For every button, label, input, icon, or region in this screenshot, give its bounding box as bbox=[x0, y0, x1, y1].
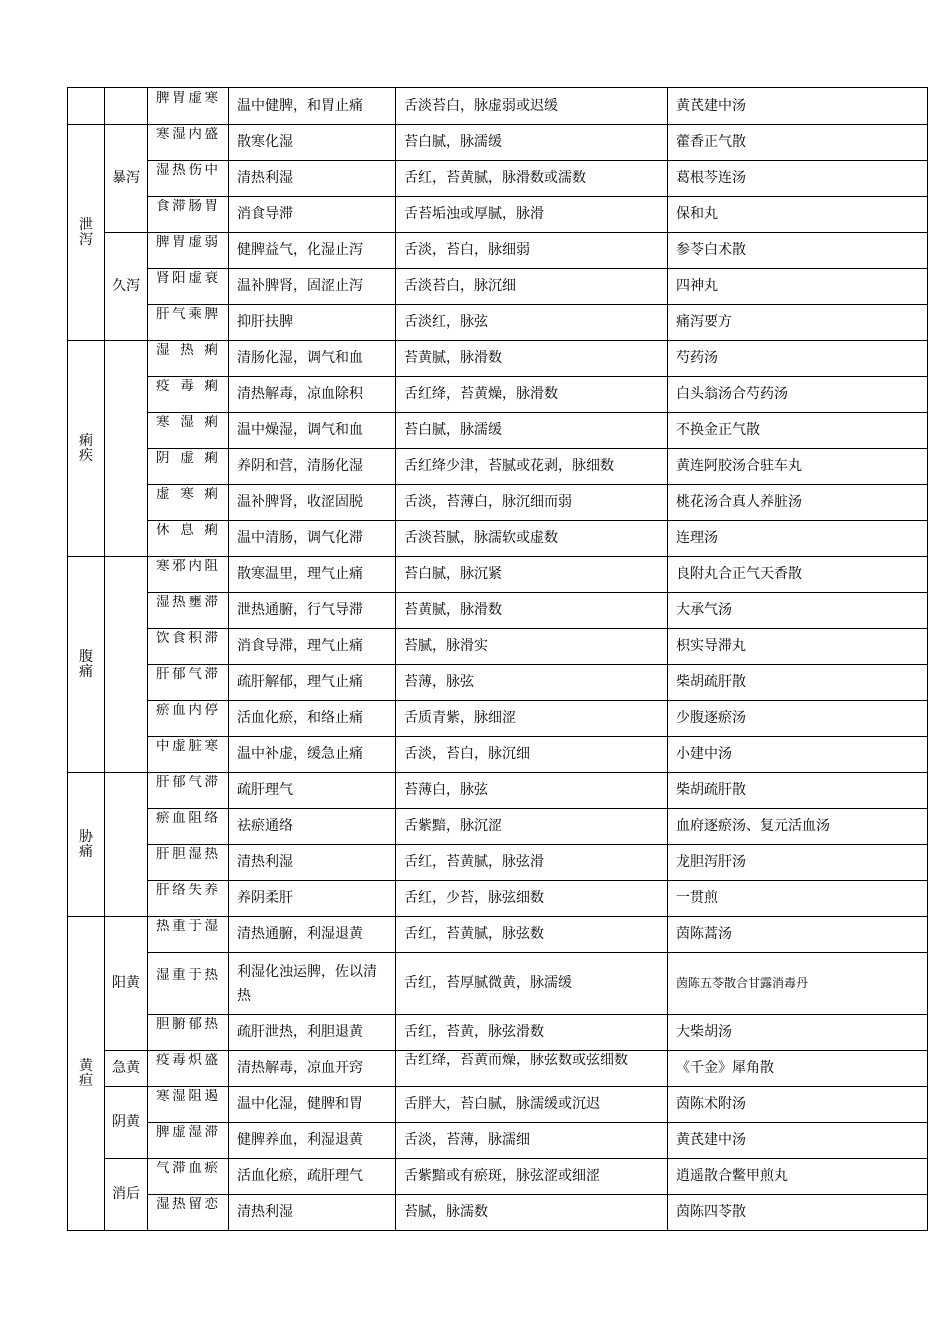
tongue-pulse-cell: 舌紫黯或有瘀斑，脉弦涩或细涩 bbox=[396, 1159, 668, 1195]
tongue-pulse-cell: 舌淡苔白，脉虚弱或迟缓 bbox=[396, 88, 668, 125]
syndrome-cell: 气滞血瘀 bbox=[148, 1159, 229, 1195]
formula-cell: 茵陈术附汤 bbox=[668, 1087, 928, 1123]
syndrome-cell: 脾胃虚寒 bbox=[148, 88, 229, 125]
formula-cell: 《千金》犀角散 bbox=[668, 1051, 928, 1087]
disease-cell bbox=[68, 88, 105, 125]
treatment-cell: 清热解毒，凉血除积 bbox=[229, 377, 396, 413]
tongue-pulse-cell: 舌红，苔黄腻，脉滑数或濡数 bbox=[396, 161, 668, 197]
treatment-cell: 祛瘀通络 bbox=[229, 809, 396, 845]
table-row bbox=[68, 197, 928, 233]
formula-cell: 柴胡疏肝散 bbox=[668, 665, 928, 701]
subtype-cell bbox=[105, 773, 148, 917]
tongue-pulse-cell: 苔白腻，脉沉紧 bbox=[396, 557, 668, 593]
formula-cell: 大柴胡汤 bbox=[668, 1015, 928, 1051]
disease-cell: 腹痛 bbox=[68, 557, 105, 773]
table-row bbox=[68, 557, 928, 593]
table-row bbox=[68, 917, 928, 953]
tongue-pulse-cell: 舌淡苔白，脉沉细 bbox=[396, 269, 668, 305]
tongue-pulse-cell: 苔腻，脉滑实 bbox=[396, 629, 668, 665]
treatment-cell: 养阴和营，清肠化湿 bbox=[229, 449, 396, 485]
syndrome-cell: 饮食积滞 bbox=[148, 629, 229, 665]
table-row bbox=[68, 1123, 928, 1159]
treatment-cell: 利湿化浊运脾，佐以清热 bbox=[229, 953, 396, 1015]
table-row bbox=[68, 449, 928, 485]
syndrome-cell: 食滞肠胃 bbox=[148, 197, 229, 233]
formula-cell: 茵陈蒿汤 bbox=[668, 917, 928, 953]
syndrome-cell: 寒邪内阻 bbox=[148, 557, 229, 593]
treatment-cell: 清热利湿 bbox=[229, 845, 396, 881]
formula-cell: 参苓白术散 bbox=[668, 233, 928, 269]
syndrome-cell: 肝气乘脾 bbox=[148, 305, 229, 341]
formula-cell: 痛泻要方 bbox=[668, 305, 928, 341]
table-row bbox=[68, 881, 928, 917]
subtype-cell bbox=[105, 88, 148, 125]
table-row bbox=[68, 1087, 928, 1123]
tongue-pulse-cell: 舌淡，苔薄，脉濡细 bbox=[396, 1123, 668, 1159]
treatment-cell: 抑肝扶脾 bbox=[229, 305, 396, 341]
formula-cell: 一贯煎 bbox=[668, 881, 928, 917]
table-row bbox=[68, 305, 928, 341]
table-row bbox=[68, 125, 928, 161]
table-row bbox=[68, 1015, 928, 1051]
subtype-cell: 阳黄 bbox=[105, 917, 148, 1051]
tongue-pulse-cell: 舌红绛少津，苔腻或花剥，脉细数 bbox=[396, 449, 668, 485]
subtype-cell: 急黄 bbox=[105, 1051, 148, 1087]
formula-cell: 保和丸 bbox=[668, 197, 928, 233]
tongue-pulse-cell: 苔白腻，脉濡缓 bbox=[396, 125, 668, 161]
syndrome-cell: 寒湿内盛 bbox=[148, 125, 229, 161]
formula-cell: 血府逐瘀汤、复元活血汤 bbox=[668, 809, 928, 845]
formula-cell: 葛根芩连汤 bbox=[668, 161, 928, 197]
subtype-cell: 阴黄 bbox=[105, 1087, 148, 1159]
treatment-cell: 清肠化湿，调气和血 bbox=[229, 341, 396, 377]
tongue-pulse-cell: 舌淡，苔白，脉沉细 bbox=[396, 737, 668, 773]
syndrome-cell: 脾虚湿滞 bbox=[148, 1123, 229, 1159]
table-row bbox=[68, 377, 928, 413]
table-row bbox=[68, 629, 928, 665]
treatment-cell: 健脾益气，化湿止泻 bbox=[229, 233, 396, 269]
formula-cell: 白头翁汤合芍药汤 bbox=[668, 377, 928, 413]
tongue-pulse-cell: 苔腻，脉濡数 bbox=[396, 1195, 668, 1231]
syndrome-cell: 湿热壅滞 bbox=[148, 593, 229, 629]
table-row bbox=[68, 665, 928, 701]
syndrome-cell: 肝胆湿热 bbox=[148, 845, 229, 881]
tongue-pulse-cell: 舌胖大，苔白腻，脉濡缓或沉迟 bbox=[396, 1087, 668, 1123]
tongue-pulse-cell: 舌红，少苔，脉弦细数 bbox=[396, 881, 668, 917]
subtype-cell bbox=[105, 557, 148, 773]
treatment-cell: 养阴柔肝 bbox=[229, 881, 396, 917]
formula-cell: 少腹逐瘀汤 bbox=[668, 701, 928, 737]
subtype-cell: 久泻 bbox=[105, 233, 148, 341]
syndrome-cell: 肾阳虚衰 bbox=[148, 269, 229, 305]
syndrome-cell: 寒湿痢 bbox=[148, 413, 229, 449]
formula-cell: 不换金正气散 bbox=[668, 413, 928, 449]
formula-cell: 小建中汤 bbox=[668, 737, 928, 773]
tongue-pulse-cell: 苔薄，脉弦 bbox=[396, 665, 668, 701]
treatment-cell: 活血化瘀，和络止痛 bbox=[229, 701, 396, 737]
table-row bbox=[68, 341, 928, 377]
formula-cell: 枳实导滞丸 bbox=[668, 629, 928, 665]
syndrome-cell: 阴虚痢 bbox=[148, 449, 229, 485]
treatment-cell: 疏肝泄热，利胆退黄 bbox=[229, 1015, 396, 1051]
table-row bbox=[68, 413, 928, 449]
treatment-cell: 疏肝解郁，理气止痛 bbox=[229, 665, 396, 701]
formula-cell: 良附丸合正气天香散 bbox=[668, 557, 928, 593]
disease-cell: 泄泻 bbox=[68, 125, 105, 341]
tongue-pulse-cell: 舌红，苔黄，脉弦滑数 bbox=[396, 1015, 668, 1051]
disease-cell: 胁痛 bbox=[68, 773, 105, 917]
table-row bbox=[68, 485, 928, 521]
syndrome-cell: 脾胃虚弱 bbox=[148, 233, 229, 269]
tongue-pulse-cell: 舌淡，苔薄白，脉沉细而弱 bbox=[396, 485, 668, 521]
syndrome-cell: 肝郁气滞 bbox=[148, 665, 229, 701]
tongue-pulse-cell: 舌苔垢浊或厚腻，脉滑 bbox=[396, 197, 668, 233]
treatment-cell: 温中健脾，和胃止痛 bbox=[229, 88, 396, 125]
formula-cell: 黄芪建中汤 bbox=[668, 1123, 928, 1159]
formula-cell: 连理汤 bbox=[668, 521, 928, 557]
table-row bbox=[68, 737, 928, 773]
table-row bbox=[68, 809, 928, 845]
table-row bbox=[68, 1159, 928, 1195]
treatment-cell: 温补脾肾，收涩固脱 bbox=[229, 485, 396, 521]
syndrome-cell: 肝郁气滞 bbox=[148, 773, 229, 809]
tongue-pulse-cell: 舌淡，苔白，脉细弱 bbox=[396, 233, 668, 269]
tongue-pulse-cell: 舌红绛，苔黄而燥，脉弦数或弦细数 bbox=[396, 1051, 668, 1087]
table-row bbox=[68, 773, 928, 809]
syndrome-cell: 虚寒痢 bbox=[148, 485, 229, 521]
syndrome-cell: 湿热留恋 bbox=[148, 1195, 229, 1231]
formula-cell: 茵陈四苓散 bbox=[668, 1195, 928, 1231]
treatment-cell: 疏肝理气 bbox=[229, 773, 396, 809]
syndrome-cell: 湿热伤中 bbox=[148, 161, 229, 197]
tongue-pulse-cell: 苔黄腻，脉滑数 bbox=[396, 341, 668, 377]
disease-cell: 黄疸 bbox=[68, 917, 105, 1231]
formula-cell: 黄芪建中汤 bbox=[668, 88, 928, 125]
treatment-cell: 健脾养血，利湿退黄 bbox=[229, 1123, 396, 1159]
table-row bbox=[68, 521, 928, 557]
formula-cell: 藿香正气散 bbox=[668, 125, 928, 161]
tongue-pulse-cell: 舌红，苔黄腻，脉弦数 bbox=[396, 917, 668, 953]
table-row bbox=[68, 953, 928, 1015]
subtype-cell: 暴泻 bbox=[105, 125, 148, 233]
syndrome-cell: 肝络失养 bbox=[148, 881, 229, 917]
syndrome-cell: 胆腑郁热 bbox=[148, 1015, 229, 1051]
table-row bbox=[68, 593, 928, 629]
treatment-cell: 泄热通腑，行气导滞 bbox=[229, 593, 396, 629]
syndrome-cell: 热重于湿 bbox=[148, 917, 229, 953]
table-row bbox=[68, 233, 928, 269]
treatment-cell: 散寒化湿 bbox=[229, 125, 396, 161]
treatment-cell: 温补脾肾，固涩止泻 bbox=[229, 269, 396, 305]
treatment-cell: 清热利湿 bbox=[229, 161, 396, 197]
disease-cell: 痢疾 bbox=[68, 341, 105, 557]
table-row bbox=[68, 269, 928, 305]
treatment-cell: 消食导滞，理气止痛 bbox=[229, 629, 396, 665]
table-row bbox=[68, 88, 928, 125]
tongue-pulse-cell: 舌淡红，脉弦 bbox=[396, 305, 668, 341]
tongue-pulse-cell: 舌质青紫，脉细涩 bbox=[396, 701, 668, 737]
formula-cell: 大承气汤 bbox=[668, 593, 928, 629]
table-row bbox=[68, 1051, 928, 1087]
formula-cell: 龙胆泻肝汤 bbox=[668, 845, 928, 881]
syndrome-cell: 瘀血阻络 bbox=[148, 809, 229, 845]
treatment-cell: 温中清肠，调气化滞 bbox=[229, 521, 396, 557]
syndrome-cell: 湿热痢 bbox=[148, 341, 229, 377]
tongue-pulse-cell: 苔白腻，脉濡缓 bbox=[396, 413, 668, 449]
tongue-pulse-cell: 舌红绛，苔黄燥，脉滑数 bbox=[396, 377, 668, 413]
formula-cell: 逍遥散合鳖甲煎丸 bbox=[668, 1159, 928, 1195]
treatment-cell: 温中补虚，缓急止痛 bbox=[229, 737, 396, 773]
tongue-pulse-cell: 舌红，苔厚腻微黄，脉濡缓 bbox=[396, 953, 668, 1015]
treatment-cell: 清热通腑，利湿退黄 bbox=[229, 917, 396, 953]
treatment-cell: 散寒温里，理气止痛 bbox=[229, 557, 396, 593]
treatment-cell: 清热解毒，凉血开窍 bbox=[229, 1051, 396, 1087]
formula-cell: 黄连阿胶汤合驻车丸 bbox=[668, 449, 928, 485]
syndrome-cell: 疫毒炽盛 bbox=[148, 1051, 229, 1087]
treatment-cell: 清热利湿 bbox=[229, 1195, 396, 1231]
syndrome-cell: 湿重于热 bbox=[148, 953, 229, 1015]
table-row bbox=[68, 1195, 928, 1231]
table-row bbox=[68, 161, 928, 197]
treatment-cell: 温中燥湿，调气和血 bbox=[229, 413, 396, 449]
table-row bbox=[68, 701, 928, 737]
tongue-pulse-cell: 舌紫黯，脉沉涩 bbox=[396, 809, 668, 845]
syndrome-treatment-table bbox=[67, 87, 928, 1231]
treatment-cell: 消食导滞 bbox=[229, 197, 396, 233]
treatment-cell: 温中化湿，健脾和胃 bbox=[229, 1087, 396, 1123]
subtype-cell: 消后 bbox=[105, 1159, 148, 1231]
tongue-pulse-cell: 苔薄白，脉弦 bbox=[396, 773, 668, 809]
tongue-pulse-cell: 舌淡苔腻，脉濡软或虚数 bbox=[396, 521, 668, 557]
treatment-cell: 活血化瘀，疏肝理气 bbox=[229, 1159, 396, 1195]
syndrome-cell: 寒湿阻遏 bbox=[148, 1087, 229, 1123]
syndrome-cell: 中虚脏寒 bbox=[148, 737, 229, 773]
syndrome-cell: 休息痢 bbox=[148, 521, 229, 557]
tongue-pulse-cell: 舌红，苔黄腻，脉弦滑 bbox=[396, 845, 668, 881]
formula-cell: 桃花汤合真人养脏汤 bbox=[668, 485, 928, 521]
syndrome-cell: 瘀血内停 bbox=[148, 701, 229, 737]
formula-cell: 芍药汤 bbox=[668, 341, 928, 377]
tongue-pulse-cell: 苔黄腻，脉滑数 bbox=[396, 593, 668, 629]
formula-cell: 柴胡疏肝散 bbox=[668, 773, 928, 809]
subtype-cell bbox=[105, 341, 148, 557]
table-row bbox=[68, 845, 928, 881]
syndrome-cell: 疫毒痢 bbox=[148, 377, 229, 413]
formula-cell: 四神丸 bbox=[668, 269, 928, 305]
formula-cell: 茵陈五苓散合甘露消毒丹 bbox=[668, 953, 928, 1015]
